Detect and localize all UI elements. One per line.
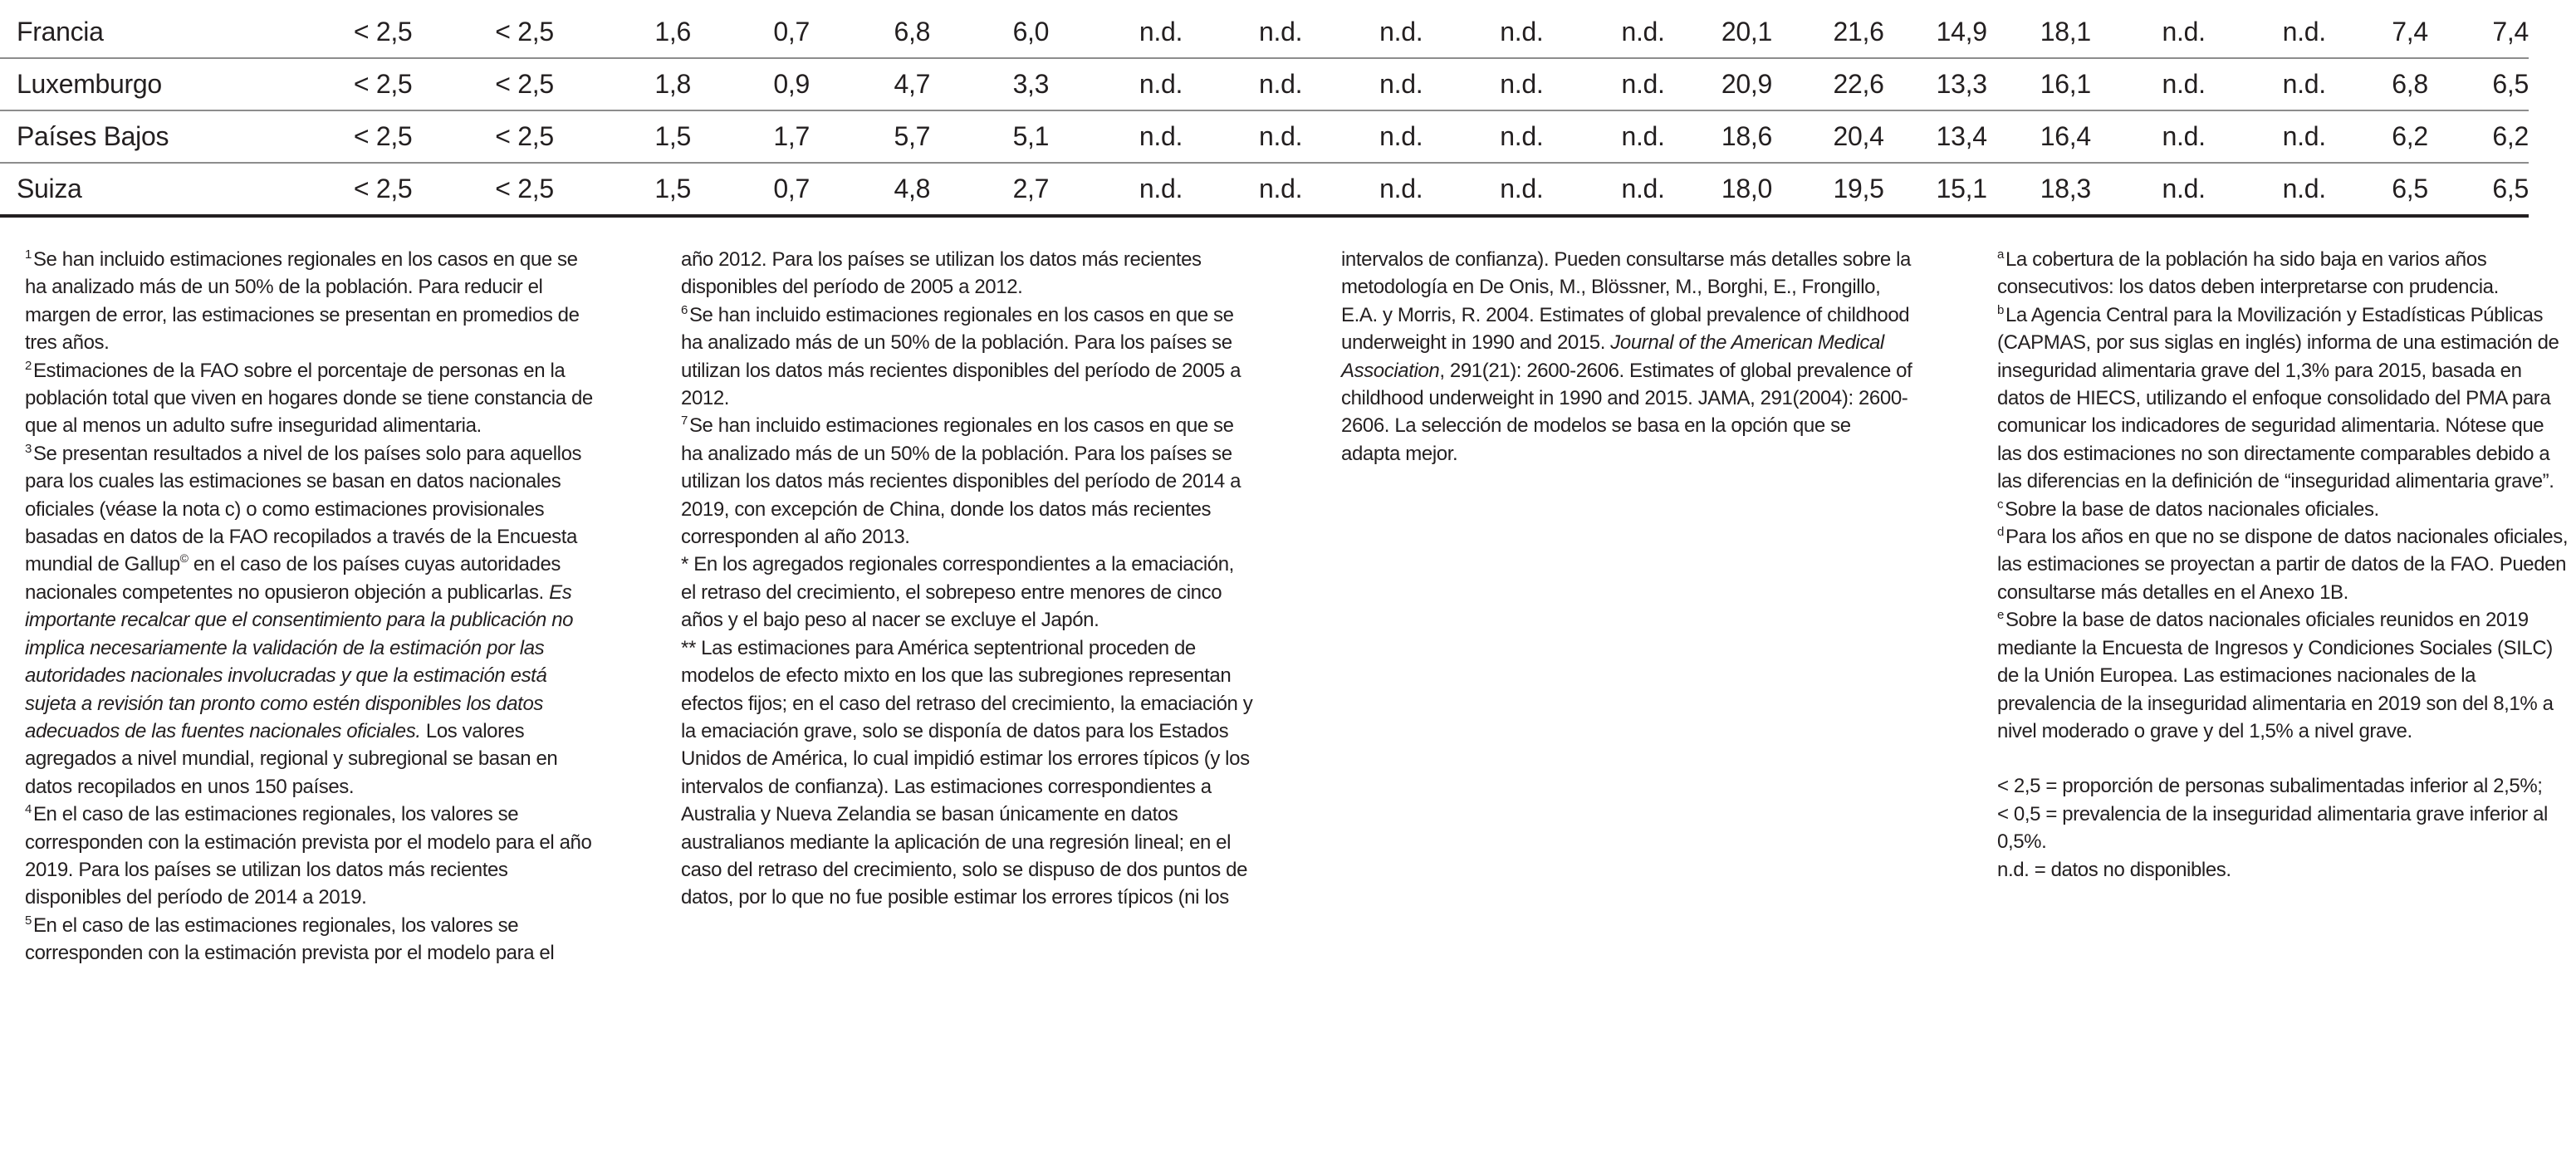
table-cell: n.d. [1423,163,1543,216]
table-cell: 2,7 [930,163,1049,216]
table-cell: 14,9 [1884,7,1987,58]
footnote-1: $^1$Se han incluido estimaciones regionales en los casos en que se ha analizado más de un 50% de la población. Para reducir el margen de error, las estimaciones se presentan en promedios de tres años. [25,247,580,355]
table-cell: 6,2 [2326,110,2428,163]
table-cell: n.d. [1543,58,1664,110]
table-cell: 18,3 [1987,163,2091,216]
table-cell: n.d. [1543,7,1664,58]
table-cell: 21,6 [1772,7,1884,58]
table-cell: 16,4 [1987,110,2091,163]
table-cell: < 2,5 [315,163,413,216]
footnote-2: $^2$Estimaciones de la FAO sobre el porcentaje de personas en la población total que viven en hogares donde se tiene constancia de que al menos un adulto sufre inseguridad alimentaria. [25,358,593,438]
table-cell: n.d. [1049,163,1183,216]
table-cell: < 2,5 [412,163,553,216]
table-cell: 6,5 [2428,58,2529,110]
table-cell: 1,7 [691,110,810,163]
table-cell: 7,4 [2326,7,2428,58]
table-cell: 20,1 [1665,7,1772,58]
notes-column-1 [25,246,598,967]
footnote-7: $^7$Se han incluido estimaciones regionales en los casos en que se ha analizado más de un 50% de la población. Para los países se utilizan los datos más recientes disponibles del período de 2014 a 2019, con excepción de China, donde los datos más recientes corresponden al año 2013. [681,414,1241,549]
country-name: Francia [0,7,315,58]
table-cell: n.d. [2206,58,2326,110]
table-cell: n.d. [1423,7,1543,58]
table-cell: 18,1 [1987,7,2091,58]
table-cell: 20,4 [1772,110,1884,163]
footnote-double-asterisk-continued: intervalos de confianza). Pueden consultarse más detalles sobre la metodología en De Onis, M., Blössner, M., Borghi, E., Frongillo, E.A. y Morris, R. 2004. Estimates of global prevalence of childhood underweight in 1990 and 2015. Journal of the American Medical Association, 291(21): 2600-2606. Estimates of global prevalence of childhood underweight in 1990 and 2015. JAMA, 291(2004): 2600-2606. La selección de modelos se basa en la opción que se adapta mejor. [1341,248,1912,465]
table-cell: 13,4 [1884,110,1987,163]
table-cell: 15,1 [1884,163,1987,216]
table-row [0,58,2529,110]
footnote-c: $^c$Sobre la base de datos nacionales oficiales. [1997,497,2379,521]
table-cell: n.d. [1049,7,1183,58]
table-cell: n.d. [1302,7,1423,58]
footnote-6: $^6$Se han incluido estimaciones regionales en los casos en que se ha analizado más de un 50% de la población. Para los países se utilizan los datos más recientes disponibles del período de 2005 a 2012. [681,302,1241,410]
country-name: Países Bajos [0,110,315,163]
legend-lt-0-5: < 0,5 = prevalencia de la inseguridad alimentaria grave inferior al 0,5%. [1997,802,2548,854]
table-cell: 4,7 [810,58,930,110]
table-cell: < 2,5 [315,7,413,58]
table-cell: n.d. [1423,110,1543,163]
footnote-asterisk: * En los agregados regionales correspondientes a la emaciación, el retraso del crecimiento, el sobrepeso entre menores de cinco años y el bajo peso al nacer se excluye el Japón. [681,553,1234,632]
table-cell: < 2,5 [412,110,553,163]
spacer [1997,745,2570,772]
table-row [0,110,2529,163]
table-cell: n.d. [2206,7,2326,58]
table-cell: 0,9 [691,58,810,110]
notes-column-4 [1997,246,2570,884]
table-cell: n.d. [1543,163,1664,216]
table-cell: 1,5 [554,163,691,216]
table-cell: n.d. [1302,163,1423,216]
footnote-d: $^d$Para los años en que no se dispone de datos nacionales oficiales, las estimaciones se proyectan a partir de datos de la FAO. Pueden consultarse más detalles en el Anexo 1B. [1997,525,2569,604]
notes-column-3 [1341,246,1914,468]
table-cell: 16,1 [1987,58,2091,110]
table-cell: 20,9 [1665,58,1772,110]
legend-lt-2-5: < 2,5 = proporción de personas subalimentadas inferior al 2,5%; [1997,775,2543,798]
table-cell: n.d. [2091,7,2206,58]
table-cell: 1,6 [554,7,691,58]
table-cell: n.d. [2206,110,2326,163]
table-cell: 19,5 [1772,163,1884,216]
table-cell: n.d. [1302,58,1423,110]
footnote-4: $^4$En el caso de las estimaciones regionales, los valores se corresponden con la estimación prevista por el modelo para el año 2019. Para los países se utilizan los datos más recientes disponibles del período de 2014 a 2019. [25,802,592,909]
table-cell: 6,5 [2428,163,2529,216]
data-table [0,7,2529,218]
table-cell: 0,7 [691,7,810,58]
notes-column-2 [681,246,1254,912]
table-cell: n.d. [1183,58,1302,110]
country-name: Suiza [0,163,315,216]
table-cell: < 2,5 [412,7,553,58]
table-cell: 18,6 [1665,110,1772,163]
table-cell: n.d. [1183,163,1302,216]
table-cell: 6,8 [2326,58,2428,110]
table-cell: n.d. [2206,163,2326,216]
table-row [0,7,2529,58]
table-cell: n.d. [1423,58,1543,110]
table-cell: 6,8 [810,7,930,58]
table-cell: < 2,5 [315,110,413,163]
table-cell: 0,7 [691,163,810,216]
table-cell: 1,5 [554,110,691,163]
footnote-5: $^5$En el caso de las estimaciones regionales, los valores se corresponden con la estimación prevista por el modelo para el [25,913,555,965]
table-cell: 5,1 [930,110,1049,163]
table-cell: < 2,5 [412,58,553,110]
table-cell: 13,3 [1884,58,1987,110]
legend-nd: n.d. = datos no disponibles. [1997,858,2231,881]
table-cell: n.d. [1183,110,1302,163]
table-cell: 4,8 [810,163,930,216]
table-cell: < 2,5 [315,58,413,110]
table-cell: n.d. [1302,110,1423,163]
footnote-double-asterisk: ** Las estimaciones para América septentrional proceden de modelos de efecto mixto en los que las subregiones representan efectos fijos; en el caso del retraso del crecimiento, la emaciación y la emaciación grave, solo se disponía de datos para los Estados Unidos de América, lo cual impidió estimar los errores típicos (y los intervalos de confianza). Las estimaciones correspondientes a Australia y Nueva Zelandia se basan únicamente en datos australianos mediante la aplicación de una regresión lineal; en el caso del retraso del crecimiento, solo se dispuso de dos puntos de datos, por lo que no fue posible estimar los errores típicos (ni los [681,636,1253,909]
footnote-5-continued: año 2012. Para los países se utilizan los datos más recientes disponibles del período de 2005 a 2012. [681,248,1202,299]
table-cell: n.d. [1543,110,1664,163]
table-cell: 3,3 [930,58,1049,110]
footnote-b: $^b$La Agencia Central para la Movilización y Estadísticas Públicas (CAPMAS, por sus siglas en inglés) informa de una estimación de inseguridad alimentaria grave del 1,3% para 2015, basada en datos de HIECS, utilizando el enfoque consolidado del PMA para comunicar los indicadores de seguridad alimentaria. Nótese que las dos estimaciones no son directamente comparables debido a las diferencias en la definición de “inseguridad alimentaria grave”. [1997,302,2559,493]
footnote-3: $^3$Se presentan resultados a nivel de los países solo para aquellos para los cuales las estimaciones se basan en datos nacionales oficiales (véase la nota c) o como estimaciones provisionales basadas en datos de la FAO recopilados a través de la Encuesta mundial de Gallup© en el caso de los países cuyas autoridades nacionales competentes no opusieron objeción a publicarlas. Es importante recalcar que el consentimiento para la publicación no implica necesariamente la validación de la estimación por las autoridades nacionales involucradas y que la estimación está sujeta a revisión tan pronto como estén disponibles los datos adecuados de las fuentes nacionales oficiales. Los valores agregados a nivel mundial, regional y subregional se basan en datos recopilados en unos 150 países. [25,441,582,798]
table-cell: n.d. [1049,58,1183,110]
table-cell: n.d. [1049,110,1183,163]
table-row [0,163,2529,216]
table-cell: n.d. [1183,7,1302,58]
table-cell: 6,2 [2428,110,2529,163]
table-cell: 6,5 [2326,163,2428,216]
table-cell: n.d. [2091,58,2206,110]
table-cell: 22,6 [1772,58,1884,110]
table-cell: 18,0 [1665,163,1772,216]
table-cell: 6,0 [930,7,1049,58]
table-cell: n.d. [2091,163,2206,216]
footnote-a: $^a$La cobertura de la población ha sido baja en varios años consecutivos: los datos deben interpretarse con prudencia. [1997,247,2499,299]
footnote-e: $^e$Sobre la base de datos nacionales oficiales reunidos en 2019 mediante la Encuesta de Ingresos y Condiciones Sociales (SILC) de la Unión Europea. Las estimaciones nacionales de la prevalencia de la inseguridad alimentaria en 2019 son del 8,1% a nivel moderado o grave y del 1,5% a nivel grave. [1997,608,2554,742]
table-cell: 7,4 [2428,7,2529,58]
table-cell: 5,7 [810,110,930,163]
country-name: Luxemburgo [0,58,315,110]
table-cell: 1,8 [554,58,691,110]
table-cell: n.d. [2091,110,2206,163]
